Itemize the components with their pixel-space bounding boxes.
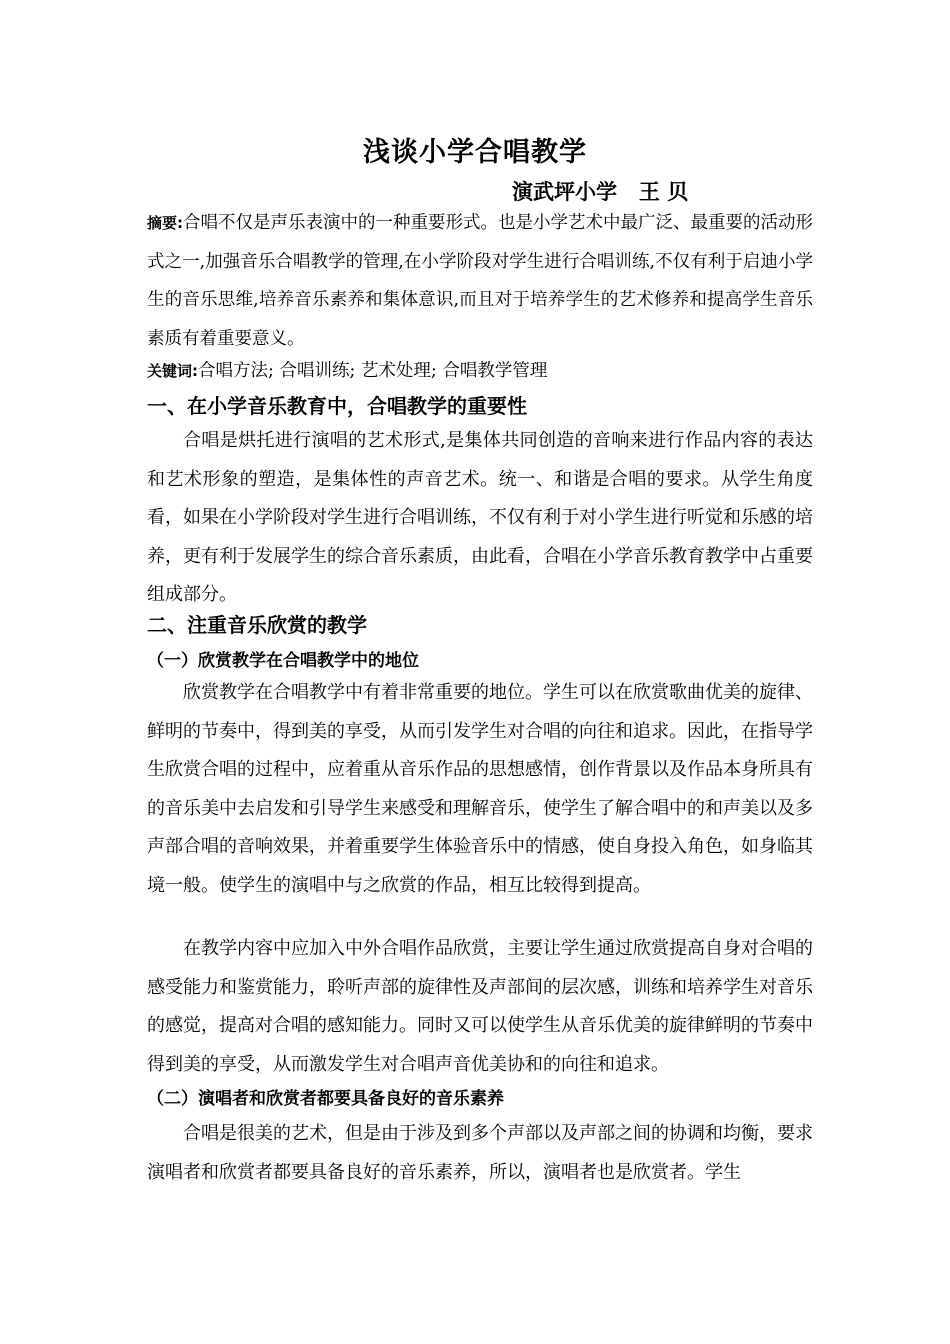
document-title: 浅谈小学合唱教学: [363, 137, 587, 168]
keywords: [147, 356, 813, 386]
keywords-label: 关键词:: [147, 362, 198, 380]
abstract-text: 合唱不仅是声乐表演中的一种重要形式。也是小学艺术中最广泛、最重要的活动形式之一,加强音乐合唱教学的管理,在小学阶段对学生进行合唱训练,不仅有利于启迪小学生的音乐思维,培养音乐素养和集体意识,而且对于培养学生的艺术修养和提高学生音乐素质有着重要意义。: [147, 213, 813, 349]
section-1-heading: 一、在小学音乐教育中，合唱教学的重要性: [147, 394, 527, 418]
abstract: [147, 204, 813, 358]
section-1-paragraph: 合唱是烘托进行演唱的艺术形式,是集体共同创造的音响来进行作品内容的表达和艺术形象的塑造，是集体性的声音艺术。统一、和谐是合唱的要求。从学生角度看，如果在小学阶段对学生进行合唱训练，不仅有利于对小学生进行听觉和乐感的培养，更有利于发展学生的综合音乐素质，由此看，合唱在小学音乐教育教学中占重要组成部分。: [147, 430, 813, 605]
subsection-1-heading: （一）欣赏教学在合唱教学中的地位: [147, 651, 419, 671]
keywords-text: 合唱方法; 合唱训练; 艺术处理; 合唱教学管理: [198, 361, 548, 381]
abstract-label: 摘要:: [147, 214, 183, 232]
subsection-1-paragraph-2: 在教学内容中应加入中外合唱作品欣赏，主要让学生通过欣赏提高自身对合唱的感受能力和鉴赏能力，聆听声部的旋律性及声部间的层次感，训练和培养学生对音乐的感觉，提高对合唱的感知能力。同时又可以使学生从音乐优美的旋律鲜明的节奏中得到美的享受，从而激发学生对合唱声音优美协和的向往和追求。: [147, 938, 813, 1075]
subsection-1-paragraph-1: 欣赏教学在合唱教学中有着非常重要的地位。学生可以在欣赏歌曲优美的旋律、鲜明的节奏中，得到美的享受，从而引发学生对合唱的向往和追求。因此，在指导学生欣赏合唱的过程中，应着重从音乐作品的思想感情，创作背景以及作品本身所具有的音乐美中去启发和引导学生来感受和理解音乐，使学生了解合唱中的和声美以及多声部合唱的音响效果，并着重要学生体验音乐中的情感，使自身投入角色，如身临其境一般。使学生的演唱中与之欣赏的作品，相互比较得到提高。: [147, 682, 813, 896]
subsection-2-heading: （二）演唱者和欣赏者都要具备良好的音乐素养: [147, 1089, 504, 1109]
section-2-heading: 二、注重音乐欣赏的教学: [147, 613, 367, 637]
author-line: 演武坪小学 王 贝: [512, 180, 689, 204]
subsection-2-paragraph-1: 合唱是很美的艺术，但是由于涉及到多个声部以及声部之间的协调和均衡，要求演唱者和欣赏者都要具备良好的音乐素养，所以，演唱者也是欣赏者。学生: [147, 1123, 813, 1183]
